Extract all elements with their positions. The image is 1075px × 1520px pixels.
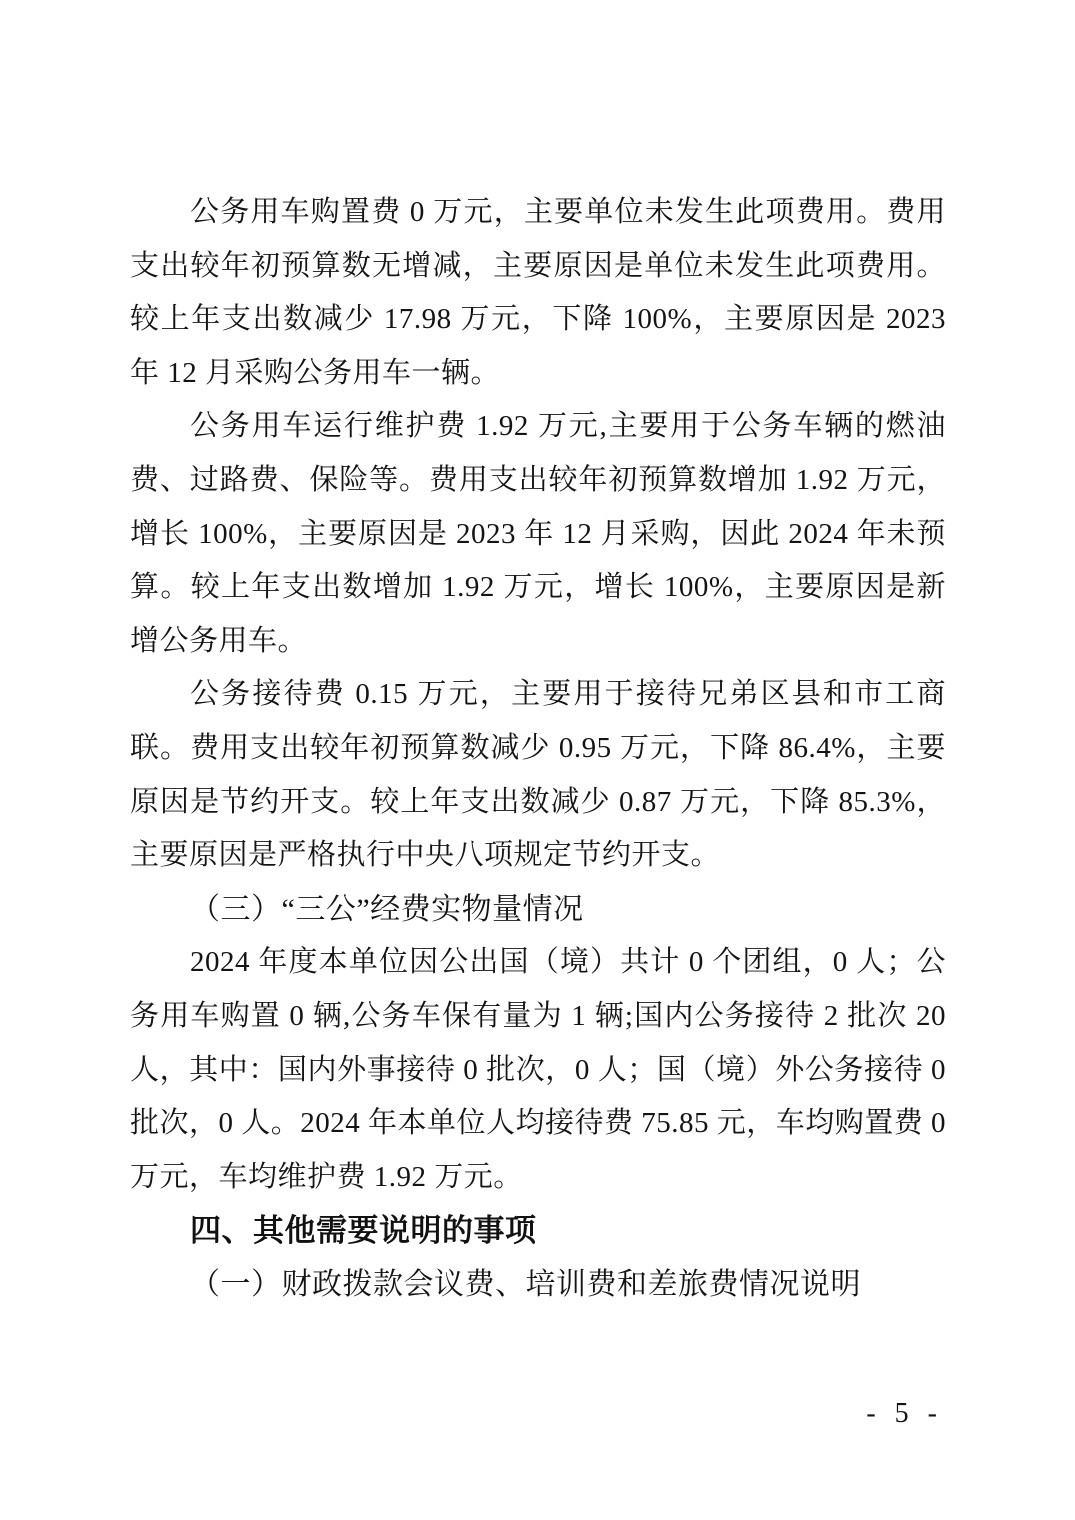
paragraph-vehicle-purchase-fee: 公务用车购置费 0 万元，主要单位未发生此项费用。费用支出较年初预算数无增减，主要原因是单位未发生此项费用。较上年支出数减少 17.98 万元，下降 100%，主要原因是 2023 年 12 月采购公务用车一辆。 — [130, 196, 946, 389]
paragraph-vehicle-maintenance-fee: 公务用车运行维护费 1.92 万元,主要用于公务车辆的燃油费、过路费、保险等。费用支出较年初预算数增加 1.92 万元，增长 100%，主要原因是 2023 年 12 月采购，因此 2024 年未预算。较上年支出数增加 1.92 万元，增长 100%，主要原因是新增公务用车。 — [130, 410, 946, 657]
paragraph-official-reception-fee: 公务接待费 0.15 万元，主要用于接待兄弟区县和市工商联。费用支出较年初预算数减少 0.95 万元，下降 86.4%，主要原因是节约开支。较上年支出数减少 0.87 万元，下降 85.3%，主要原因是严格执行中央八项规定节约开支。 — [130, 678, 946, 872]
paragraph-physical-quantity-details: 2024 年度本单位因公出国（境）共计 0 个团组，0 人；公务用车购置 0 辆,公务车保有量为 1 辆;国内公务接待 2 批次 20 人，其中：国内外事接待 0 批次，0 人；国（境）外公务接待 0 批次，0 人。2024 年本单位人均接待费 75.85 元，车均购置费 0 万元，车均维护费 1.92 万元。 — [130, 946, 947, 1193]
heading-fiscal-meeting-training-travel-fees: （一）财政拨款会议费、培训费和差旅费情况说明 — [190, 1267, 861, 1301]
page-number: - 5 - — [866, 1398, 943, 1429]
heading-other-matters: 四、其他需要说明的事项 — [190, 1213, 537, 1249]
heading-three-public-funds-physical-quantity: （三）“三公”经费实物量情况 — [190, 892, 584, 926]
document-body — [130, 186, 946, 1311]
